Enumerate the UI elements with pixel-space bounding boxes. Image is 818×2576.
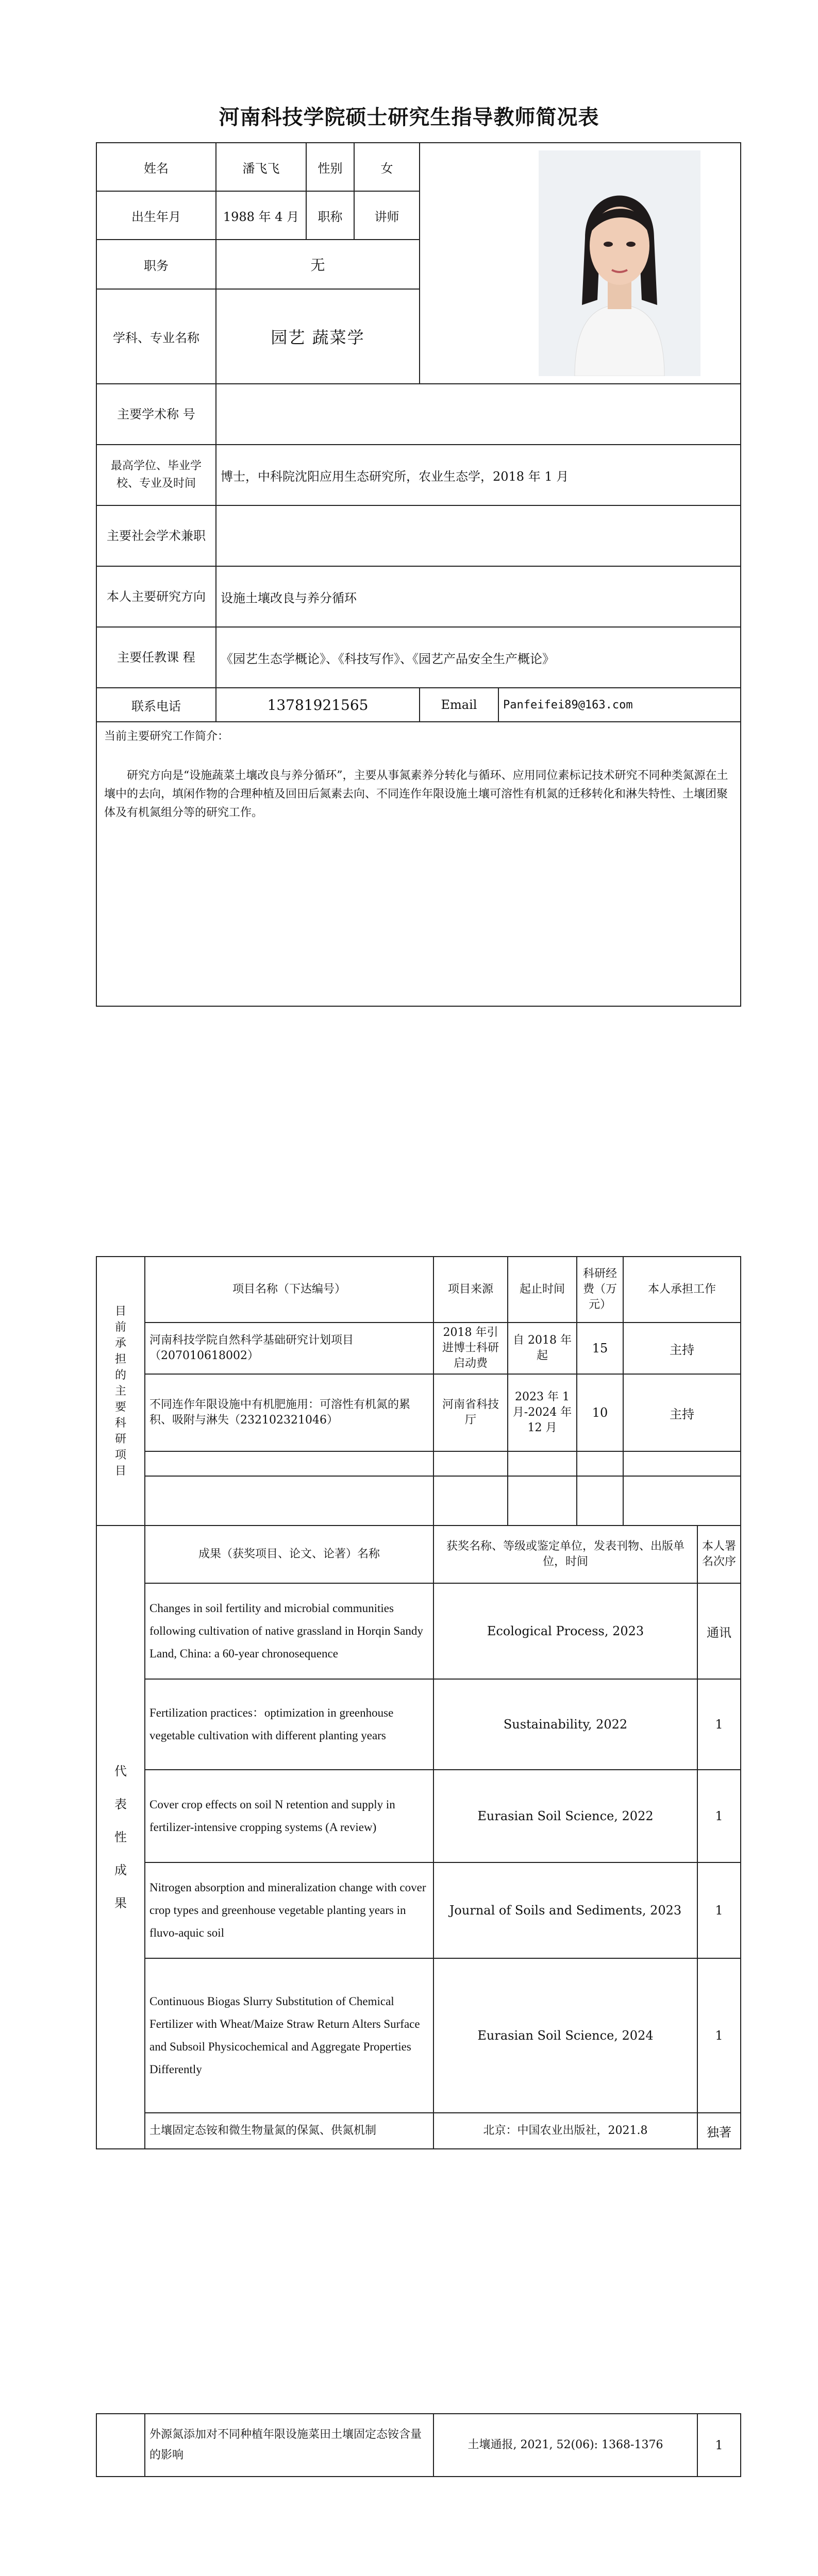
portrait-photo [539,150,700,376]
degree-label: 最高学位、毕业学校、专业及时间 [96,445,216,505]
profile-table [96,142,741,1007]
achievement-header-venue: 获奖名称、等级或鉴定单位，发表刊物、出版单位，时间 [433,1526,697,1583]
achievement-name: Nitrogen absorption and mineralization change with cover crop types and greenhouse vegetable planting years in fluvo-aquic soil [145,1862,433,1958]
discipline-value: 园艺 蔬菜学 [216,289,420,384]
birth-label: 出生年月 [96,191,216,240]
titles-value [216,384,741,445]
project-fund: 15 [577,1323,623,1374]
position-label: 职务 [96,240,216,289]
project-row-empty [96,1451,741,1476]
achievement-name: Changes in soil fertility and microbial communities following cultivation of native grassland in Horqin Sandy Land, China: a 60-year chronosequence [145,1583,433,1679]
achievement-order: 通讯 [697,1583,741,1679]
rank-value: 讲师 [354,191,420,240]
achievement-venue: Eurasian Soil Science, 2022 [433,1770,697,1862]
gender-value: 女 [354,143,420,191]
achievement-name: Continuous Biogas Slurry Substitution of Chemical Fertilizer with Wheat/Maize Straw Return Alters Surface and Subsoil Physicochemical and Aggregate Properties Differently [145,1958,433,2113]
project-header-source: 项目来源 [433,1257,508,1323]
achievement-name: 土壤固定态铵和微生物量氮的保氮、供氮机制 [145,2113,433,2149]
email-label: Email [420,688,498,722]
achievement-name: Cover crop effects on soil N retention and supply in fertilizer-intensive cropping systems (A review) [145,1770,433,1862]
portrait-illustration [539,150,700,376]
project-row [96,1374,741,1451]
achievement-row [96,2414,741,2477]
intro-heading: 当前主要研究工作简介： [104,730,229,743]
photo-cell [420,143,498,384]
achievement-order: 1 [697,2414,741,2477]
achievement-order: 1 [697,1958,741,2113]
phone-value: 13781921565 [216,688,420,722]
project-role: 主持 [623,1323,741,1374]
achievement-venue: Sustainability, 2022 [433,1679,697,1770]
intro-text: 研究方向是“设施蔬菜土壤改良与养分循环”，主要从事氮素养分转化与循环、应用同位素标记技术研究不同种类氮源在土壤中的去向，填闲作物的合理种植及回田后氮素去向、不同连作年限设施土壤可溶性有机氮的迁移转化和淋失特性、土壤团聚体及有机氮组分等的研究工作。 [104,769,728,819]
social-value [216,505,741,566]
achievement-header-order: 本人署名次序 [697,1526,741,1583]
degree-value: 博士，中科院沈阳应用生态研究所，农业生态学，2018 年 1 月 [216,445,741,505]
projects-side-label: 目前承担的主要科研项目 [96,1257,145,1526]
project-period: 自 2018 年起 [508,1323,577,1374]
achievement-order: 1 [697,1862,741,1958]
achievement-row [96,1770,741,1862]
achievement-order: 1 [697,1679,741,1770]
continuation-table [96,2413,741,2477]
achievement-name: Fertilization practices：optimization in greenhouse vegetable cultivation with different planting years [145,1679,433,1770]
name-label: 姓名 [96,143,216,191]
achievement-row [96,1583,741,1679]
direction-value: 设施土壤改良与养分循环 [216,566,741,627]
achievement-venue: Journal of Soils and Sediments, 2023 [433,1862,697,1958]
research-intro [96,722,741,1006]
courses-label: 主要任教课 程 [96,627,216,688]
research-table [96,1256,741,2149]
discipline-label: 学科、专业名称 [96,289,216,384]
project-header-role: 本人承担工作 [623,1257,741,1323]
achievements-side-label: 代表性成果 [96,1526,145,2149]
position-value: 无 [216,240,420,289]
achievement-name: 外源氮添加对不同种植年限设施菜田土壤固定态铵含量的影响 [145,2414,433,2477]
achievement-venue: Ecological Process, 2023 [433,1583,697,1679]
project-row-empty [96,1476,741,1526]
project-role: 主持 [623,1374,741,1451]
titles-label: 主要学术称 号 [96,384,216,445]
achievement-row [96,1958,741,2113]
project-header-period: 起止时间 [508,1257,577,1323]
project-header-fund: 科研经费（万元） [577,1257,623,1323]
achievement-row [96,1679,741,1770]
project-period: 2023 年 1 月-2024 年 12 月 [508,1374,577,1451]
project-header-name: 项目名称（下达编号） [145,1257,433,1323]
achievement-venue: 北京：中国农业出版社，2021.8 [433,2113,697,2149]
birth-value: 1988 年 4 月 [216,191,306,240]
achievement-header-name: 成果（获奖项目、论文、论著）名称 [145,1526,433,1583]
achievement-order: 独著 [697,2113,741,2149]
social-label: 主要社会学术兼职 [96,505,216,566]
photo-frame [498,143,741,384]
name-value: 潘飞飞 [216,143,306,191]
achievement-venue: 土壤通报, 2021, 52(06): 1368-1376 [433,2414,697,2477]
achievement-row [96,2113,741,2149]
phone-label: 联系电话 [96,688,216,722]
form-title: 河南科技学院硕士研究生指导教师简况表 [219,106,599,129]
project-source: 2018 年引进博士科研启动费 [433,1323,508,1374]
direction-label: 本人主要研究方向 [96,566,216,627]
courses-value: 《园艺生态学概论》、《科技写作》、《园艺产品安全生产概论》 [216,627,741,688]
project-name: 不同连作年限设施中有机肥施用：可溶性有机氮的累积、吸附与淋失（232102321046） [145,1374,433,1451]
rank-label: 职称 [306,191,354,240]
project-name: 河南科技学院自然科学基础研究计划项目（207010618002） [145,1323,433,1374]
achievement-order: 1 [697,1770,741,1862]
project-fund: 10 [577,1374,623,1451]
achievement-row [96,1862,741,1958]
project-row [96,1323,741,1374]
email-value: Panfeifei89@163.com [498,688,741,722]
achievement-venue: Eurasian Soil Science, 2024 [433,1958,697,2113]
project-source: 河南省科技厅 [433,1374,508,1451]
gender-label: 性别 [306,143,354,191]
